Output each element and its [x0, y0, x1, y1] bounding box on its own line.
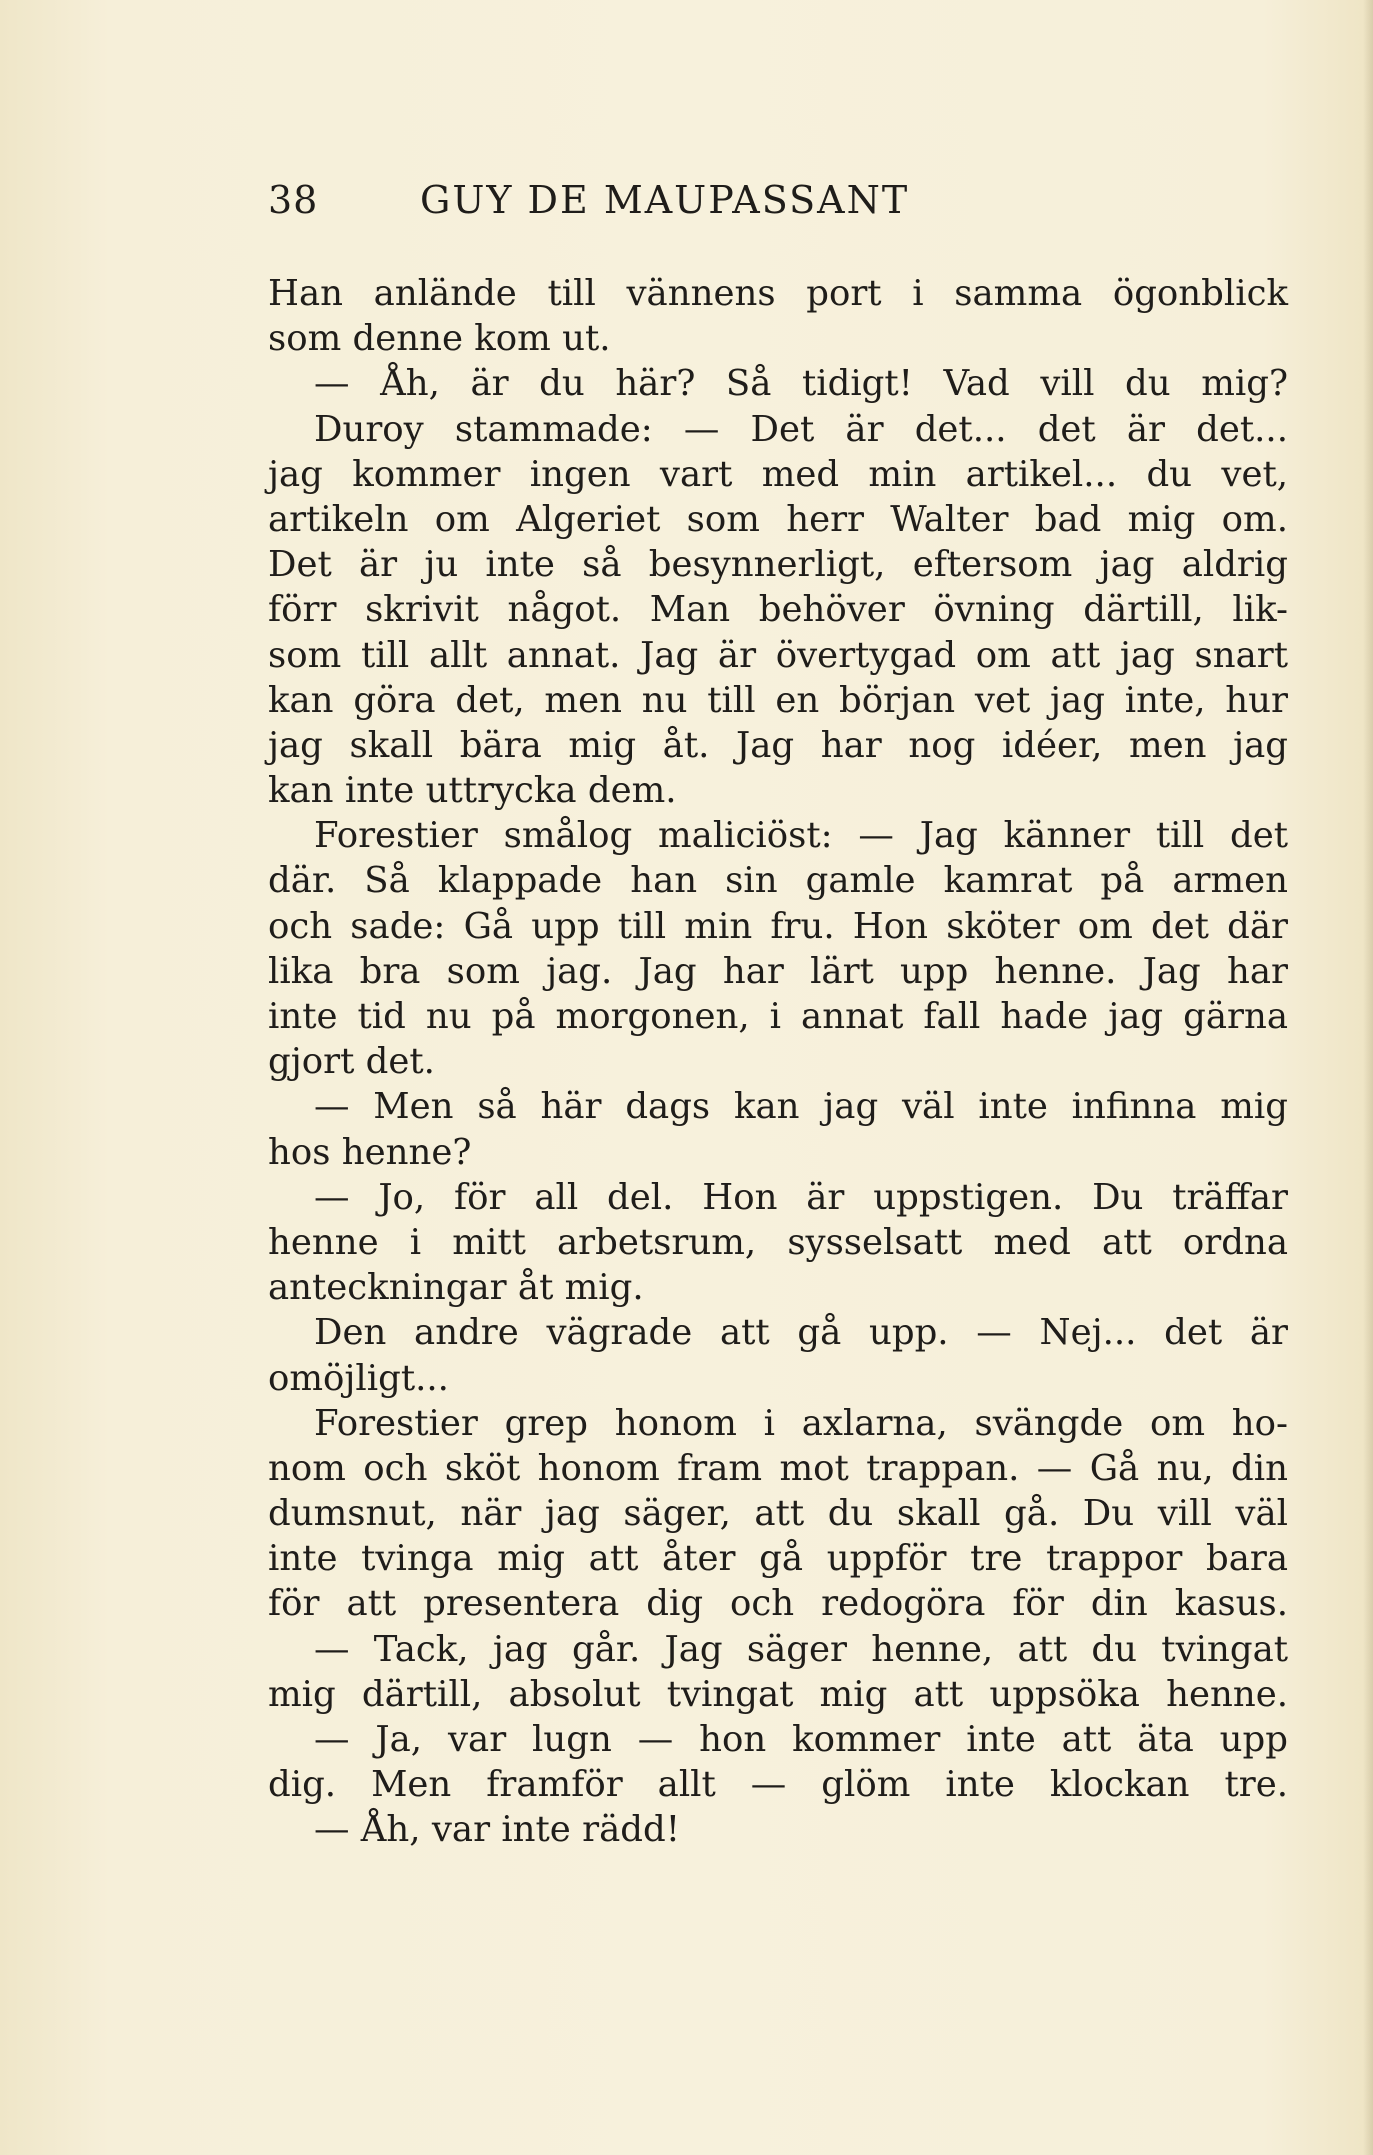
page-header — [268, 178, 1038, 228]
text-line: lika bra som jag. Jag har lärt upp henne. Jag har — [268, 950, 1288, 992]
text-line: för att presentera dig och redogöra för din kasus. — [268, 1583, 1288, 1625]
text-line: Den andre vägrade att gå upp. — Nej... det är — [314, 1312, 1288, 1354]
body-text — [268, 271, 1288, 1853]
text-line: — Jo, för all del. Hon är uppstigen. Du träffar — [314, 1176, 1288, 1218]
text-line: förr skrivit något. Man behöver övning därtill, lik- — [268, 589, 1288, 631]
text-line: kan göra det, men nu till en början vet jag inte, hur — [268, 679, 1288, 721]
text-line: Forestier smålog maliciöst: — Jag känner till det — [314, 815, 1288, 857]
page-number: 38 — [268, 178, 319, 222]
text-line: henne i mitt arbetsrum, sysselsatt med att ordna — [268, 1221, 1288, 1263]
text-line: — Men så här dags kan jag väl inte infinna mig — [314, 1086, 1288, 1128]
text-line: som till allt annat. Jag är övertygad om att jag snart — [268, 634, 1288, 676]
text-line: — Tack, jag går. Jag säger henne, att du tvingat — [314, 1628, 1288, 1670]
text-line: Det är ju inte så besynnerligt, eftersom jag aldrig — [268, 544, 1288, 586]
text-line: Han anlände till vännens port i samma ögonblick — [268, 273, 1288, 314]
text-line: där. Så klappade han sin gamle kamrat på armen — [268, 860, 1288, 902]
text-line: kan inte uttrycka dem. — [268, 770, 677, 812]
text-line: anteckningar åt mig. — [268, 1267, 644, 1309]
text-line: hos henne? — [268, 1131, 472, 1173]
text-line: jag kommer ingen vart med min artikel... du vet, — [268, 453, 1288, 495]
text-line: inte tid nu på morgonen, i annat fall hade jag gärna — [268, 996, 1288, 1037]
text-line: Duroy stammade: — Det är det... det är det... — [314, 408, 1288, 450]
text-line: nom och sköt honom fram mot trappan. — Gå nu, din — [268, 1447, 1288, 1489]
text-line: omöjligt... — [268, 1357, 449, 1399]
running-head: GUY DE MAUPASSANT — [420, 178, 910, 222]
page-edge-shadow — [1363, 0, 1373, 2155]
text-line: som denne kom ut. — [268, 318, 611, 360]
text-line: och sade: Gå upp till min fru. Hon sköter om det där — [268, 905, 1288, 947]
text-line: inte tvinga mig att åter gå uppför tre trappor bara — [268, 1538, 1288, 1580]
text-line: gjort det. — [268, 1041, 435, 1083]
text-line: jag skall bära mig åt. Jag har nog idéer, men jag — [268, 724, 1288, 766]
text-line: artikeln om Algeriet som herr Walter bad mig om. — [268, 498, 1288, 540]
text-line: — Åh, var inte rädd! — [314, 1809, 680, 1851]
text-line: mig därtill, absolut tvingat mig att uppsöka henne. — [268, 1673, 1288, 1715]
text-line: Forestier grep honom i axlarna, svängde om ho- — [314, 1402, 1288, 1444]
text-line: — Ja, var lugn — hon kommer inte att äta upp — [314, 1719, 1288, 1760]
text-line: — Åh, är du här? Så tidigt! Vad vill du mig? — [314, 363, 1288, 405]
text-line: dig. Men framför allt — glöm inte klockan tre. — [268, 1764, 1288, 1806]
text-line: dumsnut, när jag säger, att du skall gå. Du vill väl — [268, 1493, 1288, 1535]
